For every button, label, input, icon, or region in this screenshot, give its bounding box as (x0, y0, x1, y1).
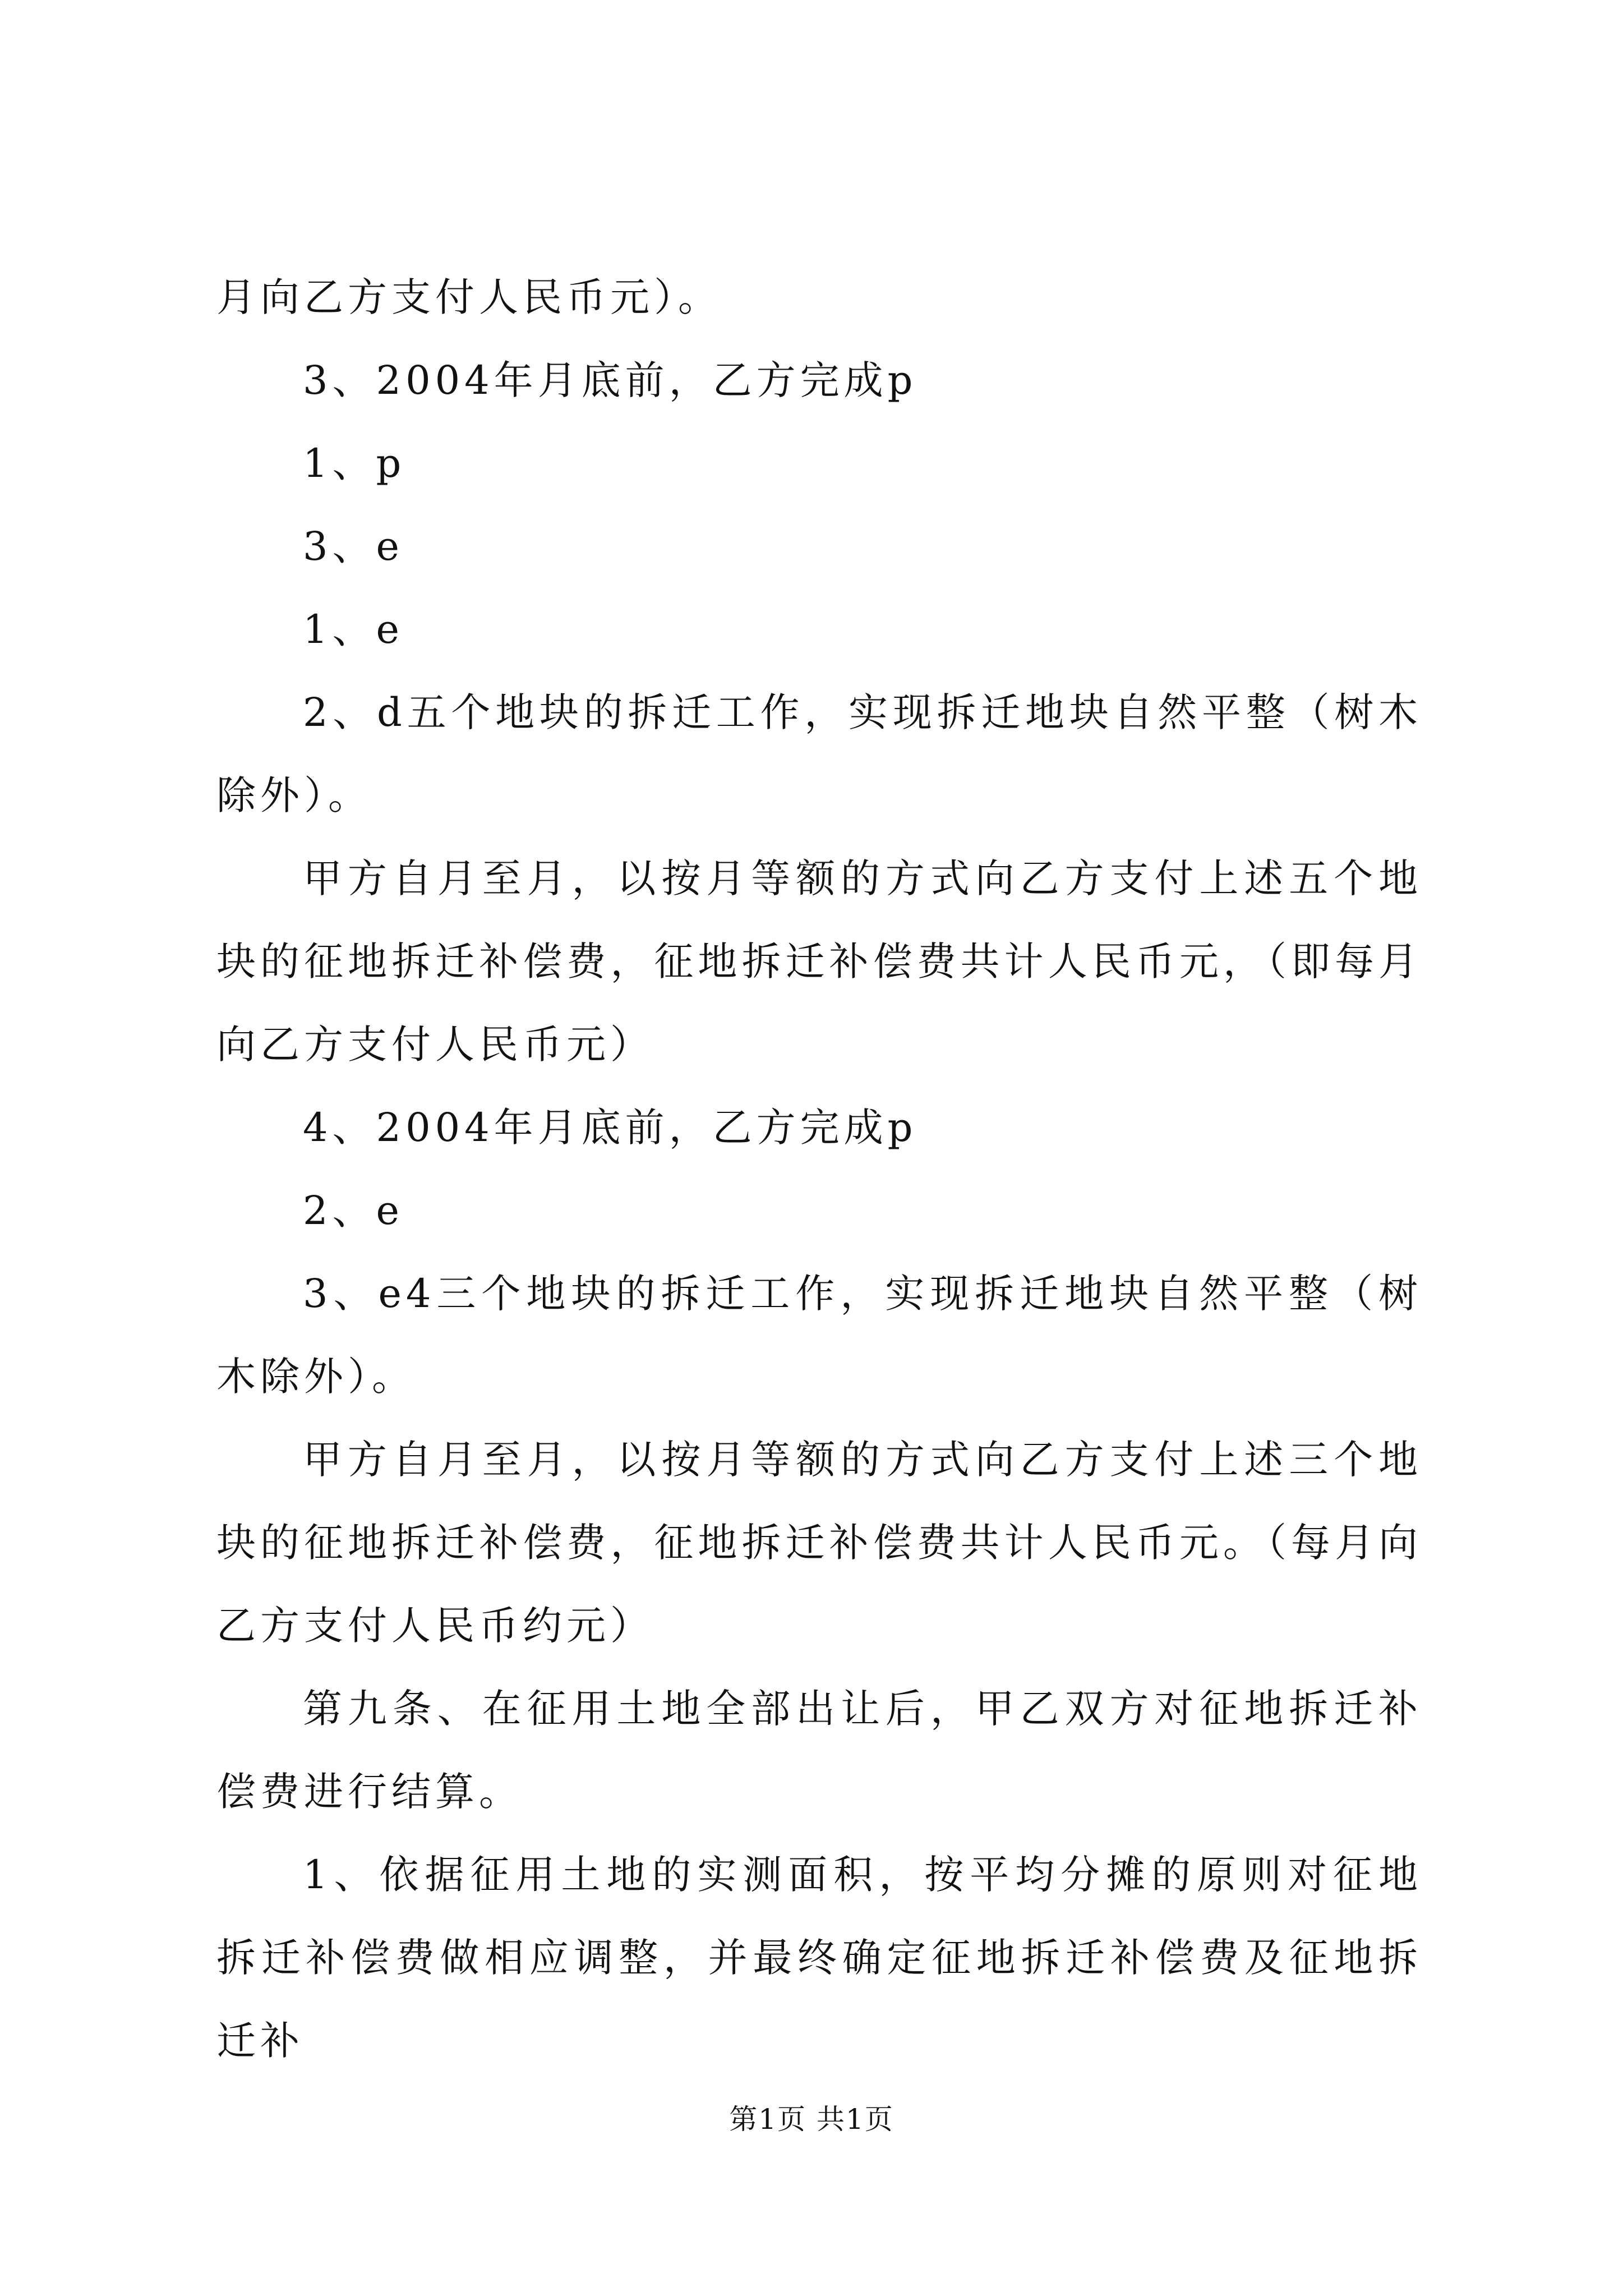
paragraph: 甲方自月至月，以按月等额的方式向乙方支付上述五个地块的征地拆迁补偿费，征地拆迁补偿费共计人民币元，（即每月向乙方支付人民币元） (216, 855, 1422, 1068)
paragraph: 月向乙方支付人民币元）。 (216, 274, 722, 320)
paragraph: 1、p (303, 440, 406, 486)
paragraph: 3、2004年月底前，乙方完成p (303, 357, 917, 403)
paragraph: 2、e (303, 1188, 404, 1234)
paragraph: 3、e4三个地块的拆迁工作，实现拆迁地块自然平整（树木除外）。 (216, 1271, 1422, 1400)
paragraph: 3、e (303, 523, 404, 569)
document-body (216, 256, 1422, 2082)
paragraph: 4、2004年月底前，乙方完成p (303, 1105, 917, 1151)
paragraph: 1、依据征用土地的实测面积，按平均分摊的原则对征地拆迁补偿费做相应调整，并最终确定征地拆迁补偿费及征地拆迁补 (216, 1852, 1422, 2064)
page-footer: 第1页 共1页 (729, 2103, 894, 2136)
paragraph: 第九条、在征用土地全部出让后，甲乙双方对征地拆迁补偿费进行结算。 (216, 1686, 1422, 1815)
paragraph: 2、d五个地块的拆迁工作，实现拆迁地块自然平整（树木除外）。 (216, 689, 1422, 818)
paragraph: 1、e (303, 606, 404, 652)
paragraph: 甲方自月至月，以按月等额的方式向乙方支付上述三个地块的征地拆迁补偿费，征地拆迁补偿费共计人民币元。（每月向乙方支付人民币约元） (216, 1437, 1422, 1649)
